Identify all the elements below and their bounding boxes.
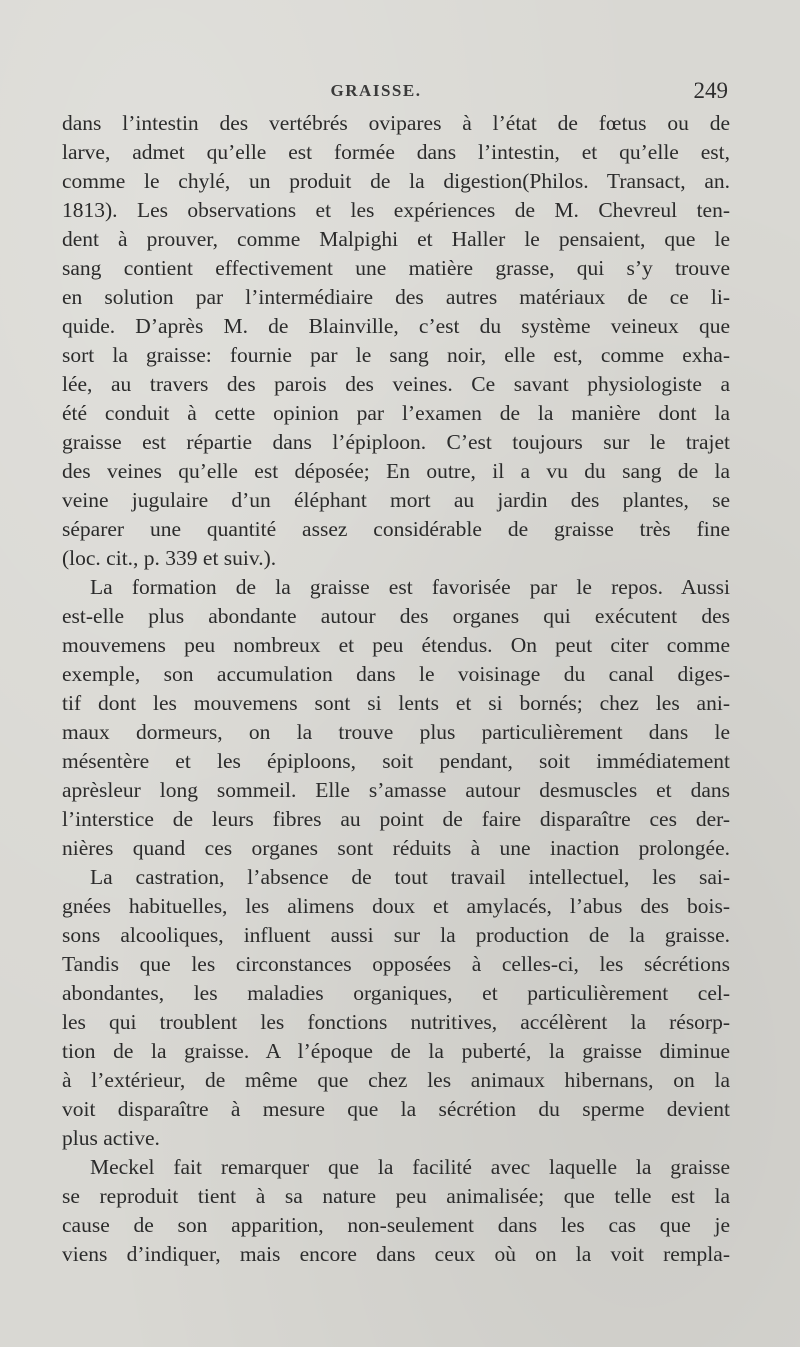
text-line: comme le chylé, un produit de la digestion(Philos. Transact, an.	[62, 169, 730, 193]
text-line: lée, au travers des parois des veines. Ce savant physiologiste a	[62, 372, 730, 396]
text-line: dans l’intestin des vertébrés ovipares à l’état de fœtus ou de	[62, 111, 730, 135]
page-number: 249	[693, 78, 728, 103]
text-line: mésentère et les épiploons, soit pendant, soit immédiatement	[62, 749, 730, 773]
text-line: quide. D’après M. de Blainville, c’est du système veineux que	[62, 314, 730, 338]
running-head	[62, 76, 730, 106]
text-line: La castration, l’absence de tout travail intellectuel, les sai-	[90, 865, 730, 889]
text-line: aprèsleur long sommeil. Elle s’amasse autour desmuscles et dans	[62, 778, 730, 802]
text-line: nières quand ces organes sont réduits à une inaction prolongée.	[62, 836, 730, 860]
text-line: larve, admet qu’elle est formée dans l’intestin, et qu’elle est,	[62, 140, 730, 164]
text-line: exemple, son accumulation dans le voisinage du canal diges-	[62, 662, 730, 686]
text-line: des veines qu’elle est déposée; En outre, il a vu du sang de la	[62, 459, 730, 483]
text-line: voit disparaître à mesure que la sécrétion du sperme devient	[62, 1097, 730, 1121]
text-line: La formation de la graisse est favorisée par le repos. Aussi	[90, 575, 730, 599]
text-line: 1813). Les observations et les expériences de M. Chevreul ten-	[62, 198, 730, 222]
text-line: se reproduit tient à sa nature peu animalisée; que telle est la	[62, 1184, 730, 1208]
text-line: sang contient effectivement une matière grasse, qui s’y trouve	[62, 256, 730, 280]
text-line: cause de son apparition, non-seulement dans les cas que je	[62, 1213, 730, 1237]
text-line: été conduit à cette opinion par l’examen de la manière dont la	[62, 401, 730, 425]
text-line: plus active.	[62, 1126, 160, 1150]
text-line: abondantes, les maladies organiques, et particulièrement cel-	[62, 981, 730, 1005]
text-line: séparer une quantité assez considérable de graisse très fine	[62, 517, 730, 541]
text-line: à l’extérieur, de même que chez les animaux hibernans, on la	[62, 1068, 730, 1092]
text-line: tif dont les mouvemens sont si lents et si bornés; chez les ani-	[62, 691, 730, 715]
text-line: graisse est répartie dans l’épiploon. C’est toujours sur le trajet	[62, 430, 730, 454]
text-line: mouvemens peu nombreux et peu étendus. On peut citer comme	[62, 633, 730, 657]
text-line: gnées habituelles, les alimens doux et amylacés, l’abus des bois-	[62, 894, 730, 918]
text-line: viens d’indiquer, mais encore dans ceux où on la voit rempla-	[62, 1242, 730, 1266]
body-text	[62, 109, 730, 1269]
text-line: est-elle plus abondante autour des organes qui exécutent des	[62, 604, 730, 628]
text-line: maux dormeurs, on la trouve plus particulièrement dans le	[62, 720, 730, 744]
text-line: en solution par l’intermédiaire des autres matériaux de ce li-	[62, 285, 730, 309]
text-line: tion de la graisse. A l’époque de la puberté, la graisse diminue	[62, 1039, 730, 1063]
text-line: dent à prouver, comme Malpighi et Haller le pensaient, que le	[62, 227, 730, 251]
text-line: les qui troublent les fonctions nutritives, accélèrent la résorp-	[62, 1010, 730, 1034]
text-line: veine jugulaire d’un éléphant mort au jardin des plantes, se	[62, 488, 730, 512]
running-title: GRAISSE.	[330, 81, 422, 100]
text-line: (loc. cit., p. 339 et suiv.).	[62, 546, 277, 570]
text-line: sort la graisse: fournie par le sang noir, elle est, comme exha-	[62, 343, 730, 367]
text-line: l’interstice de leurs fibres au point de faire disparaître ces der-	[62, 807, 730, 831]
text-line: Meckel fait remarquer que la facilité avec laquelle la graisse	[90, 1155, 730, 1179]
text-line: sons alcooliques, influent aussi sur la production de la graisse.	[62, 923, 730, 947]
text-line: Tandis que les circonstances opposées à celles-ci, les sécrétions	[62, 952, 730, 976]
